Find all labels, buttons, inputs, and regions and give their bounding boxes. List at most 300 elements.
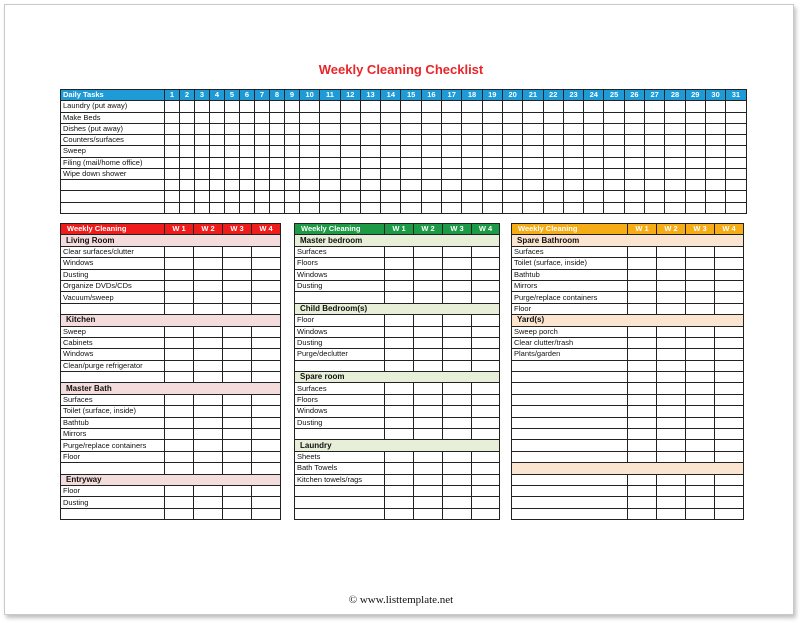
week-checkbox-cell[interactable] bbox=[443, 269, 472, 280]
day-checkbox-cell[interactable] bbox=[442, 135, 462, 146]
day-checkbox-cell[interactable] bbox=[462, 168, 482, 179]
day-checkbox-cell[interactable] bbox=[482, 135, 502, 146]
week-checkbox-cell[interactable] bbox=[223, 337, 252, 348]
day-checkbox-cell[interactable] bbox=[340, 123, 360, 134]
week-checkbox-cell[interactable] bbox=[223, 485, 252, 496]
day-checkbox-cell[interactable] bbox=[421, 101, 441, 112]
day-checkbox-cell[interactable] bbox=[285, 135, 300, 146]
week-checkbox-cell[interactable] bbox=[194, 360, 223, 371]
week-checkbox-cell[interactable] bbox=[472, 337, 500, 348]
week-checkbox-cell[interactable] bbox=[686, 474, 715, 485]
day-checkbox-cell[interactable] bbox=[442, 157, 462, 168]
day-checkbox-cell[interactable] bbox=[165, 123, 180, 134]
day-checkbox-cell[interactable] bbox=[645, 101, 665, 112]
day-checkbox-cell[interactable] bbox=[225, 157, 240, 168]
week-checkbox-cell[interactable] bbox=[715, 280, 744, 291]
day-checkbox-cell[interactable] bbox=[624, 101, 644, 112]
week-checkbox-cell[interactable] bbox=[165, 326, 194, 337]
day-checkbox-cell[interactable] bbox=[584, 191, 604, 202]
day-checkbox-cell[interactable] bbox=[462, 112, 482, 123]
week-checkbox-cell[interactable] bbox=[385, 508, 414, 519]
day-checkbox-cell[interactable] bbox=[685, 157, 705, 168]
week-checkbox-cell[interactable] bbox=[657, 246, 686, 257]
day-checkbox-cell[interactable] bbox=[300, 168, 320, 179]
day-checkbox-cell[interactable] bbox=[705, 101, 725, 112]
day-checkbox-cell[interactable] bbox=[604, 135, 624, 146]
week-checkbox-cell[interactable] bbox=[686, 429, 715, 440]
day-checkbox-cell[interactable] bbox=[482, 101, 502, 112]
day-checkbox-cell[interactable] bbox=[442, 101, 462, 112]
week-checkbox-cell[interactable] bbox=[165, 463, 194, 474]
week-checkbox-cell[interactable] bbox=[715, 326, 744, 337]
week-checkbox-cell[interactable] bbox=[223, 406, 252, 417]
day-checkbox-cell[interactable] bbox=[165, 202, 180, 213]
week-checkbox-cell[interactable] bbox=[657, 360, 686, 371]
day-checkbox-cell[interactable] bbox=[240, 180, 255, 191]
week-checkbox-cell[interactable] bbox=[223, 417, 252, 428]
day-checkbox-cell[interactable] bbox=[381, 157, 401, 168]
day-checkbox-cell[interactable] bbox=[180, 146, 195, 157]
week-checkbox-cell[interactable] bbox=[715, 269, 744, 280]
week-checkbox-cell[interactable] bbox=[223, 280, 252, 291]
week-checkbox-cell[interactable] bbox=[223, 497, 252, 508]
week-checkbox-cell[interactable] bbox=[715, 474, 744, 485]
week-checkbox-cell[interactable] bbox=[472, 315, 500, 326]
day-checkbox-cell[interactable] bbox=[604, 146, 624, 157]
day-checkbox-cell[interactable] bbox=[285, 168, 300, 179]
day-checkbox-cell[interactable] bbox=[381, 191, 401, 202]
week-checkbox-cell[interactable] bbox=[414, 280, 443, 291]
day-checkbox-cell[interactable] bbox=[210, 180, 225, 191]
week-checkbox-cell[interactable] bbox=[414, 349, 443, 360]
day-checkbox-cell[interactable] bbox=[210, 146, 225, 157]
day-checkbox-cell[interactable] bbox=[502, 123, 522, 134]
week-checkbox-cell[interactable] bbox=[223, 269, 252, 280]
day-checkbox-cell[interactable] bbox=[685, 180, 705, 191]
day-checkbox-cell[interactable] bbox=[502, 112, 522, 123]
week-checkbox-cell[interactable] bbox=[657, 508, 686, 519]
week-checkbox-cell[interactable] bbox=[385, 429, 414, 440]
week-checkbox-cell[interactable] bbox=[165, 372, 194, 383]
week-checkbox-cell[interactable] bbox=[252, 451, 281, 462]
day-checkbox-cell[interactable] bbox=[523, 101, 543, 112]
week-checkbox-cell[interactable] bbox=[443, 417, 472, 428]
day-checkbox-cell[interactable] bbox=[180, 180, 195, 191]
day-checkbox-cell[interactable] bbox=[165, 191, 180, 202]
week-checkbox-cell[interactable] bbox=[628, 372, 657, 383]
day-checkbox-cell[interactable] bbox=[210, 112, 225, 123]
week-checkbox-cell[interactable] bbox=[443, 485, 472, 496]
week-checkbox-cell[interactable] bbox=[165, 417, 194, 428]
day-checkbox-cell[interactable] bbox=[665, 135, 685, 146]
day-checkbox-cell[interactable] bbox=[210, 101, 225, 112]
week-checkbox-cell[interactable] bbox=[385, 326, 414, 337]
week-checkbox-cell[interactable] bbox=[686, 246, 715, 257]
day-checkbox-cell[interactable] bbox=[195, 112, 210, 123]
week-checkbox-cell[interactable] bbox=[194, 451, 223, 462]
day-checkbox-cell[interactable] bbox=[665, 101, 685, 112]
day-checkbox-cell[interactable] bbox=[482, 191, 502, 202]
week-checkbox-cell[interactable] bbox=[194, 303, 223, 314]
day-checkbox-cell[interactable] bbox=[705, 135, 725, 146]
week-checkbox-cell[interactable] bbox=[657, 337, 686, 348]
day-checkbox-cell[interactable] bbox=[285, 202, 300, 213]
week-checkbox-cell[interactable] bbox=[657, 280, 686, 291]
day-checkbox-cell[interactable] bbox=[645, 180, 665, 191]
day-checkbox-cell[interactable] bbox=[523, 180, 543, 191]
week-checkbox-cell[interactable] bbox=[414, 315, 443, 326]
day-checkbox-cell[interactable] bbox=[624, 146, 644, 157]
week-checkbox-cell[interactable] bbox=[657, 258, 686, 269]
week-checkbox-cell[interactable] bbox=[194, 417, 223, 428]
day-checkbox-cell[interactable] bbox=[195, 157, 210, 168]
day-checkbox-cell[interactable] bbox=[381, 146, 401, 157]
week-checkbox-cell[interactable] bbox=[715, 372, 744, 383]
day-checkbox-cell[interactable] bbox=[726, 157, 746, 168]
day-checkbox-cell[interactable] bbox=[180, 123, 195, 134]
day-checkbox-cell[interactable] bbox=[665, 180, 685, 191]
day-checkbox-cell[interactable] bbox=[442, 202, 462, 213]
day-checkbox-cell[interactable] bbox=[604, 168, 624, 179]
week-checkbox-cell[interactable] bbox=[223, 303, 252, 314]
day-checkbox-cell[interactable] bbox=[726, 180, 746, 191]
week-checkbox-cell[interactable] bbox=[472, 280, 500, 291]
day-checkbox-cell[interactable] bbox=[240, 168, 255, 179]
week-checkbox-cell[interactable] bbox=[443, 394, 472, 405]
day-checkbox-cell[interactable] bbox=[360, 157, 380, 168]
week-checkbox-cell[interactable] bbox=[385, 315, 414, 326]
day-checkbox-cell[interactable] bbox=[563, 123, 583, 134]
week-checkbox-cell[interactable] bbox=[252, 303, 281, 314]
day-checkbox-cell[interactable] bbox=[624, 191, 644, 202]
week-checkbox-cell[interactable] bbox=[472, 406, 500, 417]
week-checkbox-cell[interactable] bbox=[252, 337, 281, 348]
day-checkbox-cell[interactable] bbox=[624, 202, 644, 213]
week-checkbox-cell[interactable] bbox=[715, 406, 744, 417]
week-checkbox-cell[interactable] bbox=[628, 485, 657, 496]
day-checkbox-cell[interactable] bbox=[165, 101, 180, 112]
day-checkbox-cell[interactable] bbox=[624, 135, 644, 146]
day-checkbox-cell[interactable] bbox=[523, 168, 543, 179]
week-checkbox-cell[interactable] bbox=[443, 315, 472, 326]
week-checkbox-cell[interactable] bbox=[628, 246, 657, 257]
day-checkbox-cell[interactable] bbox=[442, 191, 462, 202]
day-checkbox-cell[interactable] bbox=[502, 168, 522, 179]
day-checkbox-cell[interactable] bbox=[270, 112, 285, 123]
day-checkbox-cell[interactable] bbox=[645, 112, 665, 123]
week-checkbox-cell[interactable] bbox=[657, 269, 686, 280]
week-checkbox-cell[interactable] bbox=[414, 417, 443, 428]
day-checkbox-cell[interactable] bbox=[225, 146, 240, 157]
day-checkbox-cell[interactable] bbox=[665, 123, 685, 134]
day-checkbox-cell[interactable] bbox=[320, 146, 340, 157]
day-checkbox-cell[interactable] bbox=[685, 101, 705, 112]
week-checkbox-cell[interactable] bbox=[385, 463, 414, 474]
day-checkbox-cell[interactable] bbox=[442, 112, 462, 123]
week-checkbox-cell[interactable] bbox=[165, 269, 194, 280]
day-checkbox-cell[interactable] bbox=[645, 135, 665, 146]
day-checkbox-cell[interactable] bbox=[401, 135, 421, 146]
week-checkbox-cell[interactable] bbox=[443, 429, 472, 440]
week-checkbox-cell[interactable] bbox=[715, 394, 744, 405]
week-checkbox-cell[interactable] bbox=[223, 326, 252, 337]
day-checkbox-cell[interactable] bbox=[240, 202, 255, 213]
day-checkbox-cell[interactable] bbox=[604, 101, 624, 112]
day-checkbox-cell[interactable] bbox=[462, 101, 482, 112]
day-checkbox-cell[interactable] bbox=[195, 135, 210, 146]
day-checkbox-cell[interactable] bbox=[685, 123, 705, 134]
week-checkbox-cell[interactable] bbox=[686, 258, 715, 269]
day-checkbox-cell[interactable] bbox=[270, 101, 285, 112]
week-checkbox-cell[interactable] bbox=[472, 258, 500, 269]
week-checkbox-cell[interactable] bbox=[628, 508, 657, 519]
week-checkbox-cell[interactable] bbox=[628, 303, 657, 314]
day-checkbox-cell[interactable] bbox=[195, 202, 210, 213]
day-checkbox-cell[interactable] bbox=[543, 191, 563, 202]
day-checkbox-cell[interactable] bbox=[665, 202, 685, 213]
week-checkbox-cell[interactable] bbox=[194, 292, 223, 303]
week-checkbox-cell[interactable] bbox=[385, 349, 414, 360]
day-checkbox-cell[interactable] bbox=[543, 180, 563, 191]
week-checkbox-cell[interactable] bbox=[385, 474, 414, 485]
week-checkbox-cell[interactable] bbox=[385, 292, 414, 303]
week-checkbox-cell[interactable] bbox=[252, 360, 281, 371]
week-checkbox-cell[interactable] bbox=[252, 497, 281, 508]
day-checkbox-cell[interactable] bbox=[502, 202, 522, 213]
week-checkbox-cell[interactable] bbox=[385, 451, 414, 462]
day-checkbox-cell[interactable] bbox=[705, 180, 725, 191]
day-checkbox-cell[interactable] bbox=[340, 146, 360, 157]
week-checkbox-cell[interactable] bbox=[472, 292, 500, 303]
week-checkbox-cell[interactable] bbox=[165, 292, 194, 303]
week-checkbox-cell[interactable] bbox=[252, 372, 281, 383]
day-checkbox-cell[interactable] bbox=[624, 157, 644, 168]
week-checkbox-cell[interactable] bbox=[223, 349, 252, 360]
week-checkbox-cell[interactable] bbox=[472, 269, 500, 280]
week-checkbox-cell[interactable] bbox=[443, 451, 472, 462]
week-checkbox-cell[interactable] bbox=[715, 383, 744, 394]
week-checkbox-cell[interactable] bbox=[686, 303, 715, 314]
day-checkbox-cell[interactable] bbox=[665, 112, 685, 123]
week-checkbox-cell[interactable] bbox=[686, 440, 715, 451]
day-checkbox-cell[interactable] bbox=[543, 101, 563, 112]
day-checkbox-cell[interactable] bbox=[210, 157, 225, 168]
week-checkbox-cell[interactable] bbox=[223, 451, 252, 462]
week-checkbox-cell[interactable] bbox=[165, 258, 194, 269]
day-checkbox-cell[interactable] bbox=[665, 168, 685, 179]
day-checkbox-cell[interactable] bbox=[685, 202, 705, 213]
day-checkbox-cell[interactable] bbox=[604, 180, 624, 191]
day-checkbox-cell[interactable] bbox=[442, 180, 462, 191]
day-checkbox-cell[interactable] bbox=[624, 123, 644, 134]
day-checkbox-cell[interactable] bbox=[563, 146, 583, 157]
week-checkbox-cell[interactable] bbox=[715, 508, 744, 519]
week-checkbox-cell[interactable] bbox=[194, 485, 223, 496]
day-checkbox-cell[interactable] bbox=[240, 146, 255, 157]
day-checkbox-cell[interactable] bbox=[195, 123, 210, 134]
week-checkbox-cell[interactable] bbox=[686, 417, 715, 428]
week-checkbox-cell[interactable] bbox=[252, 326, 281, 337]
day-checkbox-cell[interactable] bbox=[705, 191, 725, 202]
day-checkbox-cell[interactable] bbox=[563, 157, 583, 168]
day-checkbox-cell[interactable] bbox=[502, 101, 522, 112]
day-checkbox-cell[interactable] bbox=[180, 112, 195, 123]
week-checkbox-cell[interactable] bbox=[443, 474, 472, 485]
week-checkbox-cell[interactable] bbox=[686, 292, 715, 303]
day-checkbox-cell[interactable] bbox=[300, 191, 320, 202]
week-checkbox-cell[interactable] bbox=[628, 280, 657, 291]
day-checkbox-cell[interactable] bbox=[255, 135, 270, 146]
day-checkbox-cell[interactable] bbox=[584, 146, 604, 157]
day-checkbox-cell[interactable] bbox=[685, 191, 705, 202]
week-checkbox-cell[interactable] bbox=[715, 417, 744, 428]
week-checkbox-cell[interactable] bbox=[628, 349, 657, 360]
day-checkbox-cell[interactable] bbox=[165, 146, 180, 157]
week-checkbox-cell[interactable] bbox=[715, 429, 744, 440]
day-checkbox-cell[interactable] bbox=[300, 180, 320, 191]
day-checkbox-cell[interactable] bbox=[401, 168, 421, 179]
day-checkbox-cell[interactable] bbox=[482, 123, 502, 134]
week-checkbox-cell[interactable] bbox=[472, 326, 500, 337]
week-checkbox-cell[interactable] bbox=[385, 406, 414, 417]
week-checkbox-cell[interactable] bbox=[657, 485, 686, 496]
week-checkbox-cell[interactable] bbox=[472, 349, 500, 360]
day-checkbox-cell[interactable] bbox=[285, 157, 300, 168]
day-checkbox-cell[interactable] bbox=[604, 112, 624, 123]
week-checkbox-cell[interactable] bbox=[472, 485, 500, 496]
day-checkbox-cell[interactable] bbox=[255, 101, 270, 112]
week-checkbox-cell[interactable] bbox=[443, 292, 472, 303]
week-checkbox-cell[interactable] bbox=[628, 474, 657, 485]
week-checkbox-cell[interactable] bbox=[628, 497, 657, 508]
day-checkbox-cell[interactable] bbox=[401, 180, 421, 191]
day-checkbox-cell[interactable] bbox=[165, 112, 180, 123]
day-checkbox-cell[interactable] bbox=[645, 202, 665, 213]
week-checkbox-cell[interactable] bbox=[194, 394, 223, 405]
day-checkbox-cell[interactable] bbox=[360, 146, 380, 157]
week-checkbox-cell[interactable] bbox=[165, 337, 194, 348]
week-checkbox-cell[interactable] bbox=[165, 508, 194, 519]
day-checkbox-cell[interactable] bbox=[543, 157, 563, 168]
week-checkbox-cell[interactable] bbox=[194, 429, 223, 440]
week-checkbox-cell[interactable] bbox=[686, 337, 715, 348]
day-checkbox-cell[interactable] bbox=[462, 123, 482, 134]
day-checkbox-cell[interactable] bbox=[482, 146, 502, 157]
week-checkbox-cell[interactable] bbox=[686, 497, 715, 508]
day-checkbox-cell[interactable] bbox=[543, 135, 563, 146]
day-checkbox-cell[interactable] bbox=[645, 168, 665, 179]
day-checkbox-cell[interactable] bbox=[165, 157, 180, 168]
day-checkbox-cell[interactable] bbox=[726, 146, 746, 157]
day-checkbox-cell[interactable] bbox=[442, 168, 462, 179]
week-checkbox-cell[interactable] bbox=[686, 451, 715, 462]
day-checkbox-cell[interactable] bbox=[502, 135, 522, 146]
week-checkbox-cell[interactable] bbox=[715, 451, 744, 462]
day-checkbox-cell[interactable] bbox=[180, 168, 195, 179]
week-checkbox-cell[interactable] bbox=[165, 280, 194, 291]
day-checkbox-cell[interactable] bbox=[421, 202, 441, 213]
week-checkbox-cell[interactable] bbox=[472, 394, 500, 405]
day-checkbox-cell[interactable] bbox=[401, 101, 421, 112]
week-checkbox-cell[interactable] bbox=[472, 246, 500, 257]
day-checkbox-cell[interactable] bbox=[270, 202, 285, 213]
day-checkbox-cell[interactable] bbox=[584, 123, 604, 134]
week-checkbox-cell[interactable] bbox=[252, 258, 281, 269]
week-checkbox-cell[interactable] bbox=[252, 349, 281, 360]
day-checkbox-cell[interactable] bbox=[240, 135, 255, 146]
week-checkbox-cell[interactable] bbox=[252, 246, 281, 257]
day-checkbox-cell[interactable] bbox=[210, 135, 225, 146]
day-checkbox-cell[interactable] bbox=[502, 180, 522, 191]
day-checkbox-cell[interactable] bbox=[563, 202, 583, 213]
day-checkbox-cell[interactable] bbox=[401, 123, 421, 134]
week-checkbox-cell[interactable] bbox=[628, 394, 657, 405]
week-checkbox-cell[interactable] bbox=[252, 485, 281, 496]
day-checkbox-cell[interactable] bbox=[645, 157, 665, 168]
week-checkbox-cell[interactable] bbox=[715, 246, 744, 257]
week-checkbox-cell[interactable] bbox=[414, 429, 443, 440]
week-checkbox-cell[interactable] bbox=[686, 280, 715, 291]
week-checkbox-cell[interactable] bbox=[628, 417, 657, 428]
day-checkbox-cell[interactable] bbox=[180, 135, 195, 146]
week-checkbox-cell[interactable] bbox=[657, 474, 686, 485]
week-checkbox-cell[interactable] bbox=[686, 269, 715, 280]
week-checkbox-cell[interactable] bbox=[657, 372, 686, 383]
week-checkbox-cell[interactable] bbox=[194, 258, 223, 269]
week-checkbox-cell[interactable] bbox=[472, 463, 500, 474]
week-checkbox-cell[interactable] bbox=[165, 497, 194, 508]
week-checkbox-cell[interactable] bbox=[165, 394, 194, 405]
day-checkbox-cell[interactable] bbox=[300, 101, 320, 112]
day-checkbox-cell[interactable] bbox=[300, 123, 320, 134]
day-checkbox-cell[interactable] bbox=[563, 135, 583, 146]
day-checkbox-cell[interactable] bbox=[401, 191, 421, 202]
week-checkbox-cell[interactable] bbox=[657, 394, 686, 405]
day-checkbox-cell[interactable] bbox=[225, 191, 240, 202]
day-checkbox-cell[interactable] bbox=[523, 135, 543, 146]
day-checkbox-cell[interactable] bbox=[300, 135, 320, 146]
day-checkbox-cell[interactable] bbox=[255, 180, 270, 191]
day-checkbox-cell[interactable] bbox=[165, 168, 180, 179]
day-checkbox-cell[interactable] bbox=[584, 180, 604, 191]
week-checkbox-cell[interactable] bbox=[443, 406, 472, 417]
day-checkbox-cell[interactable] bbox=[340, 191, 360, 202]
week-checkbox-cell[interactable] bbox=[194, 372, 223, 383]
day-checkbox-cell[interactable] bbox=[255, 112, 270, 123]
day-checkbox-cell[interactable] bbox=[240, 123, 255, 134]
week-checkbox-cell[interactable] bbox=[715, 440, 744, 451]
day-checkbox-cell[interactable] bbox=[255, 191, 270, 202]
day-checkbox-cell[interactable] bbox=[604, 191, 624, 202]
day-checkbox-cell[interactable] bbox=[442, 146, 462, 157]
week-checkbox-cell[interactable] bbox=[715, 292, 744, 303]
week-checkbox-cell[interactable] bbox=[414, 463, 443, 474]
day-checkbox-cell[interactable] bbox=[240, 191, 255, 202]
day-checkbox-cell[interactable] bbox=[381, 168, 401, 179]
day-checkbox-cell[interactable] bbox=[482, 157, 502, 168]
week-checkbox-cell[interactable] bbox=[715, 360, 744, 371]
week-checkbox-cell[interactable] bbox=[385, 394, 414, 405]
week-checkbox-cell[interactable] bbox=[443, 246, 472, 257]
day-checkbox-cell[interactable] bbox=[685, 168, 705, 179]
day-checkbox-cell[interactable] bbox=[645, 123, 665, 134]
day-checkbox-cell[interactable] bbox=[543, 146, 563, 157]
week-checkbox-cell[interactable] bbox=[443, 360, 472, 371]
day-checkbox-cell[interactable] bbox=[645, 146, 665, 157]
week-checkbox-cell[interactable] bbox=[414, 337, 443, 348]
day-checkbox-cell[interactable] bbox=[180, 157, 195, 168]
day-checkbox-cell[interactable] bbox=[584, 157, 604, 168]
